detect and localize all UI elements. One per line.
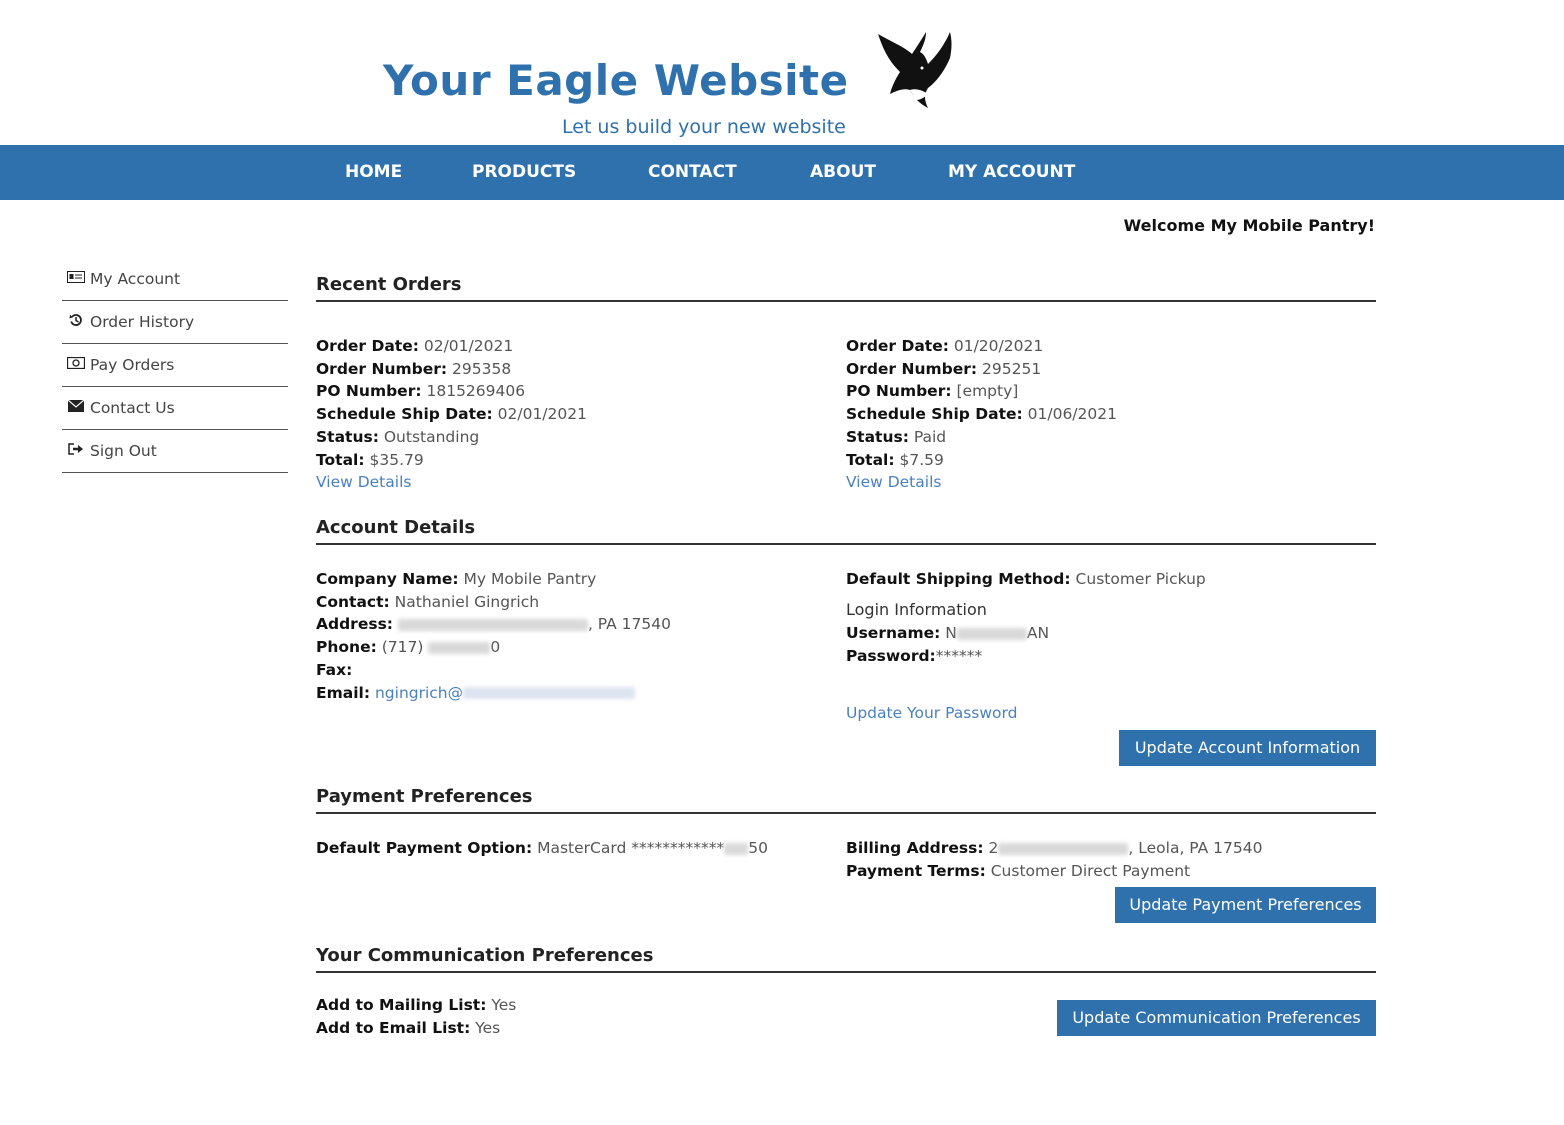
redacted-text: [428, 642, 490, 654]
payment-preferences-title: Payment Preferences: [316, 786, 1376, 814]
id-card-icon: [66, 271, 86, 287]
order-card: [316, 335, 587, 494]
eagle-logo-icon: [870, 28, 956, 112]
ship-date: Schedule Ship Date: 02/01/2021: [316, 405, 587, 424]
fax: Fax:: [316, 660, 353, 679]
redacted-text: [724, 843, 748, 855]
order-date: Order Date: 01/20/2021: [846, 337, 1044, 355]
view-details-link[interactable]: View Details: [846, 473, 942, 492]
update-communication-button[interactable]: Update Communication Preferences: [1057, 1000, 1376, 1036]
order-status: Status: Paid: [846, 427, 947, 446]
payment-terms: Payment Terms: Customer Direct Payment: [846, 861, 1191, 880]
update-payment-button[interactable]: Update Payment Preferences: [1115, 887, 1376, 923]
nav-products[interactable]: PRODUCTS: [472, 162, 577, 182]
order-number: Order Number: 295358: [316, 359, 512, 378]
password: Password:******: [846, 646, 983, 665]
sidebar-item-sign-out[interactable]: [62, 430, 288, 473]
redacted-text: [398, 619, 588, 631]
order-card: [846, 335, 1117, 494]
site-title[interactable]: Your Eagle Website: [383, 56, 849, 105]
redacted-text: [957, 628, 1027, 640]
order-status: Status: Outstanding: [316, 427, 480, 446]
sidebar-item-label: My Account: [90, 270, 181, 288]
redacted-text: [463, 687, 635, 699]
order-date: Order Date: 02/01/2021: [316, 337, 514, 355]
login-info-heading: Login Information: [846, 600, 987, 619]
sidebar-item-order-history[interactable]: [62, 301, 288, 344]
billing-address: Billing Address: 2 , Leola, PA 17540: [846, 839, 1263, 857]
account-info: [316, 568, 671, 704]
sidebar-item-label: Pay Orders: [90, 356, 175, 374]
update-account-button[interactable]: Update Account Information: [1119, 730, 1376, 766]
account-sidebar: [62, 258, 288, 473]
address: Address: , PA 17540: [316, 615, 671, 634]
order-total: Total: $35.79: [316, 450, 424, 469]
sidebar-item-contact-us[interactable]: [62, 387, 288, 430]
money-icon: [66, 357, 86, 373]
company-name: Company Name: My Mobile Pantry: [316, 570, 597, 588]
sidebar-item-label: Contact Us: [90, 399, 175, 417]
main-navbar: [0, 145, 1564, 200]
nav-contact[interactable]: CONTACT: [648, 162, 737, 182]
po-number: PO Number: [empty]: [846, 382, 1019, 401]
login-credentials: [846, 622, 1049, 667]
update-password-link[interactable]: Update Your Password: [846, 704, 1018, 722]
site-tagline: Let us build your new website: [562, 116, 846, 138]
history-icon: [66, 313, 86, 331]
mailing-list: Add to Mailing List: Yes: [316, 996, 517, 1014]
order-number: Order Number: 295251: [846, 359, 1042, 378]
sidebar-item-my-account[interactable]: [62, 258, 288, 301]
envelope-icon: [66, 400, 86, 416]
order-total: Total: $7.59: [846, 450, 944, 469]
sidebar-item-label: Sign Out: [90, 442, 157, 460]
site-header: [0, 0, 1564, 145]
sidebar-item-pay-orders[interactable]: [62, 344, 288, 387]
welcome-message: Welcome My Mobile Pantry!: [1123, 216, 1375, 235]
sidebar-item-label: Order History: [90, 313, 195, 331]
view-details-link[interactable]: View Details: [316, 473, 412, 492]
contact-name: Contact: Nathaniel Gingrich: [316, 592, 540, 611]
communication-preferences-title: Your Communication Preferences: [316, 945, 1376, 973]
sign-out-icon: [66, 443, 86, 459]
default-payment-option: Default Payment Option: MasterCard ************ 50: [316, 839, 768, 857]
nav-home[interactable]: HOME: [345, 162, 403, 182]
phone: Phone: (717) 0: [316, 638, 501, 657]
ship-date: Schedule Ship Date: 01/06/2021: [846, 405, 1117, 424]
recent-orders-title: Recent Orders: [316, 274, 1376, 302]
email: Email: ngingrich@: [316, 682, 671, 705]
po-number: PO Number: 1815269406: [316, 382, 526, 401]
communication-info: [316, 994, 516, 1039]
account-details-title: Account Details: [316, 517, 1376, 545]
email-list: Add to Email List: Yes: [316, 1018, 501, 1037]
billing-info: [846, 837, 1263, 882]
redacted-text: [998, 843, 1128, 855]
username: Username: N AN: [846, 624, 1050, 642]
nav-about[interactable]: ABOUT: [810, 162, 876, 182]
shipping-method: Default Shipping Method: Customer Pickup: [846, 570, 1206, 588]
nav-my-account[interactable]: MY ACCOUNT: [948, 162, 1076, 182]
